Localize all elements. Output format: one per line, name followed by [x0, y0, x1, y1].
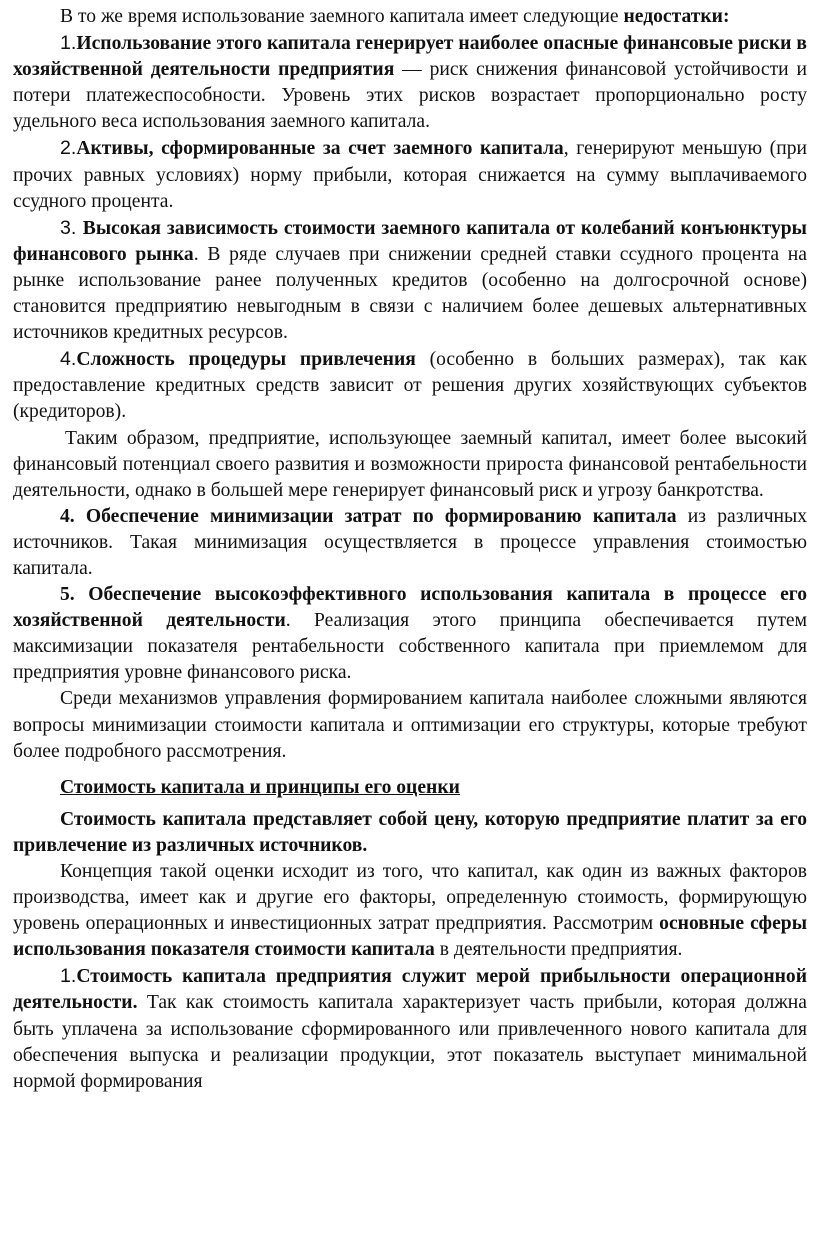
drawback-2-number: 2.: [60, 137, 77, 160]
drawback-2-text: , генерируют меньшую (при прочих равных условиях) норму прибыли, которая снижается на сумму выплачиваемого ссудного процента.: [13, 138, 807, 212]
drawback-4-number: 4.: [60, 348, 77, 371]
principle-5: [13, 582, 807, 686]
concept-tail: в деятельности предприятия.: [434, 939, 683, 961]
drawback-3: [13, 215, 807, 346]
principle-5-title: 5. Обеспечение высокоэффективного использования капитала в процессе его хозяйственной деятельности: [13, 584, 807, 632]
sphere-1: [13, 963, 807, 1094]
definition-paragraph: Стоимость капитала представляет собой цену, которую предприятие платит за его привлечение из различных источников.: [13, 808, 807, 856]
drawback-1: [13, 30, 807, 135]
intro-bold: недостатки:: [623, 6, 730, 27]
drawback-4-title: Сложность процедуры привлечения: [76, 349, 416, 371]
drawback-2: [13, 135, 807, 214]
sphere-1-text: Так как стоимость капитала характеризует часть прибыли, которая должна быть уплачена за использование сформированного или привлеченного нового капитала для обеспечения выпуска и реализации продукции, этот показатель выступает минимальной нормой формирования: [13, 992, 807, 1092]
principle-4-title: 4. Обеспечение минимизации затрат по формированию капитала: [60, 505, 677, 527]
document-page: [13, 4, 807, 1095]
concept-text: Концепция такой оценки исходит из того, что капитал, как один из важных факторов производства, имеет как и другие его факторы, определенную стоимость, формирующую уровень операционных и инвестиционных затрат предприятия. Рассмотрим: [13, 861, 807, 935]
drawback-1-title: Использование этого капитала генерирует наиболее опасные финансовые риски в хозяйственной деятельности предприятия: [13, 33, 807, 81]
drawback-1-number: 1.: [60, 32, 77, 55]
section-title: Стоимость капитала и принципы его оценки: [60, 776, 460, 798]
sphere-1-title: Стоимость капитала предприятия служит мерой прибыльности операционной деятельности.: [13, 966, 807, 1014]
drawback-4-text: (особенно в больших размерах), так как предоставление кредитных средств зависит от решения других хозяйствующих субъектов (кредиторов).: [13, 349, 807, 423]
drawback-3-number: 3.: [60, 216, 83, 239]
drawback-2-title: Активы, сформированные за счет заемного капитала: [76, 138, 564, 160]
intro-paragraph: [13, 4, 807, 30]
drawback-1-text: — риск снижения финансовой устойчивости и потери платежеспособности. Уровень этих рисков возрастает пропорционально росту удельного веса использования заемного капитала.: [13, 59, 807, 133]
drawback-4: [13, 346, 807, 425]
concept-paragraph: [13, 859, 807, 963]
principle-4-text: из различных источников. Такая минимизация осуществляется в процессе управления стоимостью капитала.: [13, 505, 807, 579]
mechanisms-paragraph: Среди механизмов управления формированием капитала наиболее сложными являются вопросы минимизации стоимости капитала и оптимизации его структуры, которые требуют более подробного рассмотрения.: [13, 688, 807, 762]
drawback-3-text: . В ряде случаев при снижении средней ставки ссудного процента на рынке использование ранее полученных кредитов (особенно на долгосрочной основе) становится предприятию невыгодным в связи с наличием более дешевых альтернативных источников кредитных ресурсов.: [13, 243, 807, 344]
principle-5-text: . Реализация этого принципа обеспечивается путем максимизации показателя рентабельности собственного капитала при приемлемом для предприятия уровне финансового риска.: [13, 610, 808, 684]
sphere-1-number: 1.: [60, 965, 77, 988]
intro-text: В то же время использование заемного капитала имеет следующие: [60, 6, 624, 27]
principle-4: [13, 504, 807, 582]
concept-bold: основные сферы использования показателя стоимости капитала: [13, 913, 807, 961]
drawback-3-title: Высокая зависимость стоимости заемного капитала от колебаний конъюнктуры финансового рынка: [13, 217, 807, 265]
summary-paragraph: Таким образом, предприятие, использующее заемный капитал, имеет более высокий финансовый потенциал своего развития и возможности прироста финансовой рентабельности деятельности, однако в большей мере генерирует финансовый риск и угрозу банкротства.: [13, 427, 807, 501]
